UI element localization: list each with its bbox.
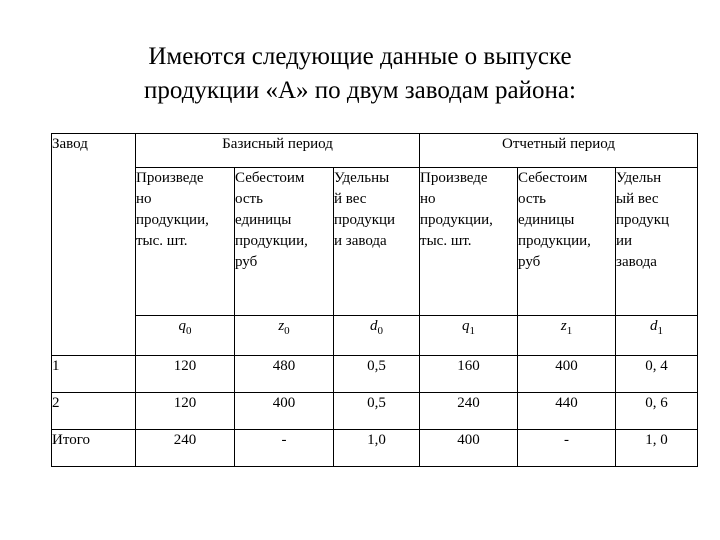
header-row-columns <box>52 168 698 316</box>
column-header-6 <box>616 168 698 316</box>
column-header-line: продукци <box>334 212 396 228</box>
table-cell: 0,5 <box>334 393 420 430</box>
row-label: 2 <box>52 393 136 430</box>
column-header-line: тыс. шт. <box>136 233 188 249</box>
column-header-line: продукции, <box>420 212 493 228</box>
table-cell: 400 <box>518 356 616 393</box>
column-header-line: продукции, <box>136 212 209 228</box>
symbol-subscript: 0 <box>186 325 192 337</box>
header-factory: Завод <box>52 134 136 356</box>
table-cell: 0,5 <box>334 356 420 393</box>
header-row-symbols <box>52 316 698 356</box>
symbol-subscript: 1 <box>566 325 573 337</box>
column-header-4 <box>420 168 518 316</box>
column-header-line: руб <box>518 254 541 270</box>
symbol-subscript: 1 <box>469 325 476 337</box>
symbol-z0 <box>235 316 334 356</box>
symbol-q0 <box>136 316 235 356</box>
symbol-d0 <box>334 316 420 356</box>
title-line-1: Имеются следующие данные о выпуске <box>148 43 572 70</box>
column-header-line: Удельны <box>334 170 390 186</box>
column-header-line: Себестоим <box>235 170 305 186</box>
column-header-line: руб <box>235 254 258 270</box>
table-row <box>52 430 698 467</box>
column-header-line: ии <box>616 233 633 249</box>
table-cell: 1,0 <box>334 430 420 467</box>
symbol-subscript: 0 <box>284 325 290 337</box>
title-line-2: продукции «А» по двум заводам района: <box>144 77 576 104</box>
symbol-subscript: 1 <box>657 325 664 337</box>
table-cell: - <box>235 430 334 467</box>
symbol-letter: d <box>650 318 658 334</box>
column-header-line: и завода <box>334 233 387 249</box>
symbol-z1 <box>518 316 616 356</box>
table-cell: 1, 0 <box>616 430 698 467</box>
column-header-line: единицы <box>235 212 292 228</box>
column-header-line: Удельн <box>616 170 662 186</box>
column-header-line: Себестоим <box>518 170 588 186</box>
table-cell: 480 <box>235 356 334 393</box>
column-header-line: но <box>136 191 152 207</box>
symbol-letter: d <box>370 318 378 334</box>
table-cell: 120 <box>136 356 235 393</box>
column-header-line: Произведе <box>136 170 204 186</box>
symbol-q1 <box>420 316 518 356</box>
symbol-letter: q <box>462 318 470 334</box>
column-header-line: тыс. шт. <box>420 233 472 249</box>
column-header-3 <box>334 168 420 316</box>
table-cell: 120 <box>136 393 235 430</box>
column-header-5 <box>518 168 616 316</box>
header-report-period: Отчетный период <box>420 134 698 168</box>
column-header-line: единицы <box>518 212 575 228</box>
column-header-line: продукц <box>616 212 670 228</box>
header-base-period: Базисный период <box>136 134 420 168</box>
column-header-line: продукции, <box>235 233 308 249</box>
table-cell: 0, 4 <box>616 356 698 393</box>
column-header-line: ость <box>235 191 263 207</box>
table-row <box>52 393 698 430</box>
table-cell: 160 <box>420 356 518 393</box>
symbol-d1 <box>616 316 698 356</box>
table-cell: 400 <box>420 430 518 467</box>
column-header-line: но <box>420 191 436 207</box>
table-cell: 440 <box>518 393 616 430</box>
symbol-subscript: 0 <box>377 325 384 337</box>
column-header-1 <box>136 168 235 316</box>
table-row <box>52 356 698 393</box>
symbol-letter: z <box>278 318 285 334</box>
column-header-line: й вес <box>334 191 367 207</box>
symbol-letter: z <box>560 318 567 334</box>
table-cell: 240 <box>136 430 235 467</box>
table-cell: 400 <box>235 393 334 430</box>
column-header-line: Произведе <box>420 170 488 186</box>
column-header-line: ый вес <box>616 191 659 207</box>
table-body <box>52 356 698 467</box>
column-header-line: ость <box>518 191 546 207</box>
row-label: 1 <box>52 356 136 393</box>
column-header-line: завода <box>616 254 657 270</box>
symbol-letter: q <box>178 318 186 334</box>
table-cell: 240 <box>420 393 518 430</box>
row-label: Итого <box>52 430 136 467</box>
column-header-line: продукции, <box>518 233 591 249</box>
column-header-2 <box>235 168 334 316</box>
slide-title <box>0 40 720 108</box>
production-table <box>51 133 698 467</box>
table-cell: - <box>518 430 616 467</box>
table-cell: 0, 6 <box>616 393 698 430</box>
header-row-periods <box>52 134 698 168</box>
